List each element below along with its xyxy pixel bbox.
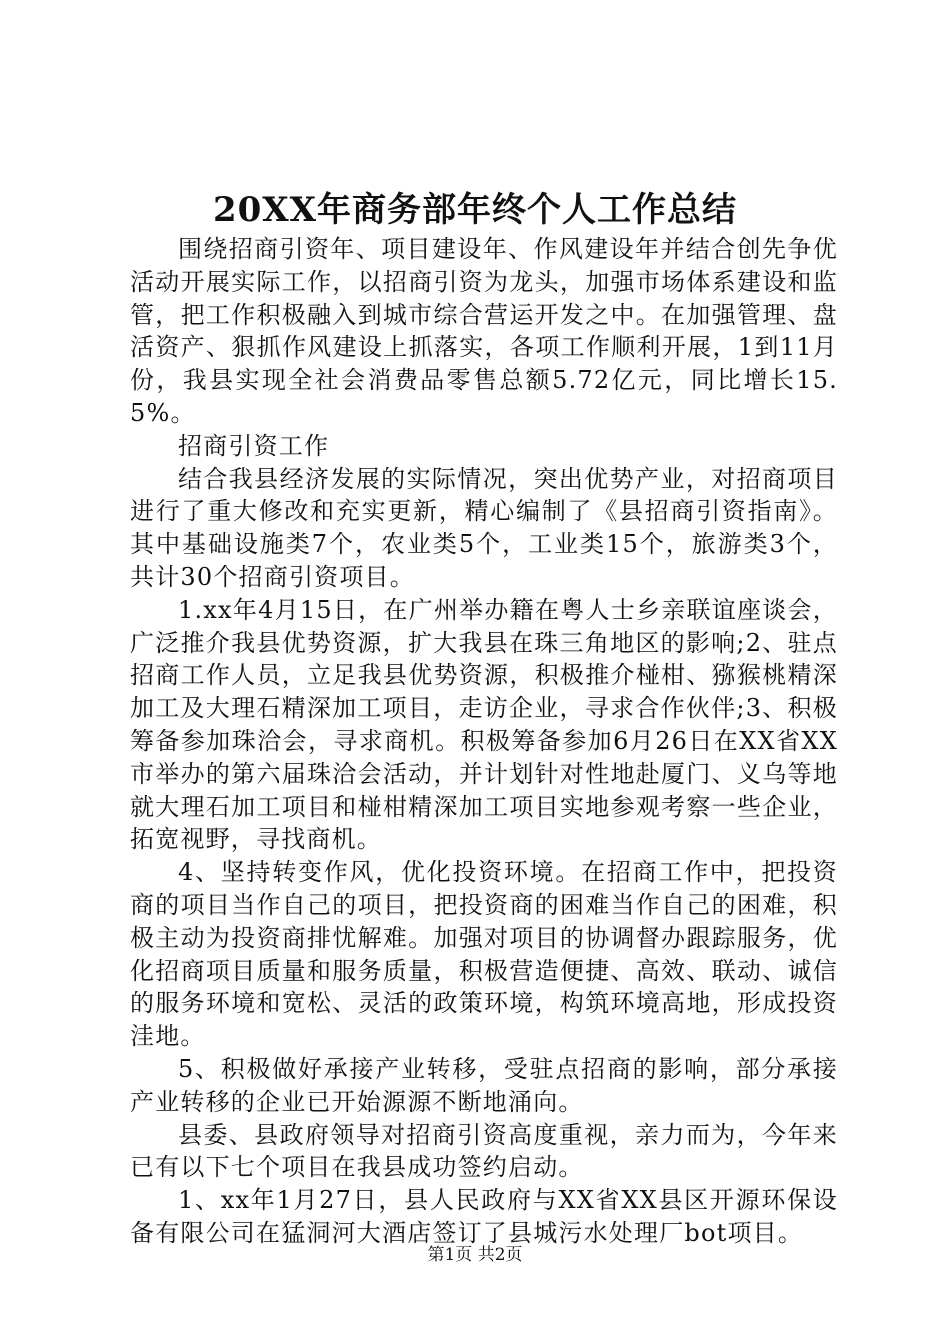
paragraph-intro: 围绕招商引资年、项目建设年、作风建设年并结合创先争优活动开展实际工作，以招商引资为龙头，加强市场体系建设和监管，把工作积极融入到城市综合营运开发之中。在加强管理、盘活资产、狠抓作风建设上抓落实，各项工作顺利开展，1到11月份，我县实现全社会消费品零售总额5.72亿元，同比增长15.5%。	[130, 235, 838, 427]
page-footer: 第1页 共2页	[427, 1245, 523, 1265]
paragraph-guide: 结合我县经济发展的实际情况，突出优势产业，对招商项目进行了重大修改和充实更新，精心编制了《县招商引资指南》。其中基础设施类7个，农业类5个，工业类15个，旅游类3个，共计30个招商引资项目。	[130, 464, 838, 591]
paragraph-project-1: 1、xx年1月27日，县人民政府与XX省XX县区开源环保设备有限公司在猛洞河大酒店签订了县城污水处理厂bot项目。	[130, 1186, 838, 1247]
paragraph-item-1-3: 1.xx年4月15日，在广州举办籍在粤人士乡亲联谊座谈会，广泛推介我县优势资源，扩大我县在珠三角地区的影响;2、驻点招商工作人员，立足我县优势资源，积极推介椪柑、猕猴桃精深加工及大理石精深加工项目，走访企业，寻求合作伙伴;3、积极筹备参加珠洽会，寻求商机。积极筹备参加6月26日在XX省XX市举办的第六届珠洽会活动，并计划针对性地赴厦门、义乌等地就大理石加工项目和椪柑精深加工项目实地参观考察一些企业，拓宽视野，寻找商机。	[130, 595, 838, 854]
document-body	[130, 233, 838, 1250]
document-title: 20XX年商务部年终个人工作总结	[212, 190, 738, 230]
section-heading-investment: 招商引资工作	[178, 431, 330, 460]
paragraph-item-4: 4、坚持转变作风，优化投资环境。在招商工作中，把投资商的项目当作自己的项目，把投资商的困难当作自己的困难，积极主动为投资商排忧解难。加强对项目的协调督办跟踪服务，优化招商项目质量和服务质量，积极营造便捷、高效、联动、诚信的服务环境和宽松、灵活的政策环境，构筑环境高地，形成投资洼地。	[130, 858, 838, 1051]
paragraph-item-5: 5、积极做好承接产业转移，受驻点招商的影响，部分承接产业转移的企业已开始源源不断地涌向。	[130, 1054, 838, 1116]
paragraph-leadership: 县委、县政府领导对招商引资高度重视，亲力而为，今年来已有以下七个项目在我县成功签约启动。	[130, 1120, 838, 1182]
